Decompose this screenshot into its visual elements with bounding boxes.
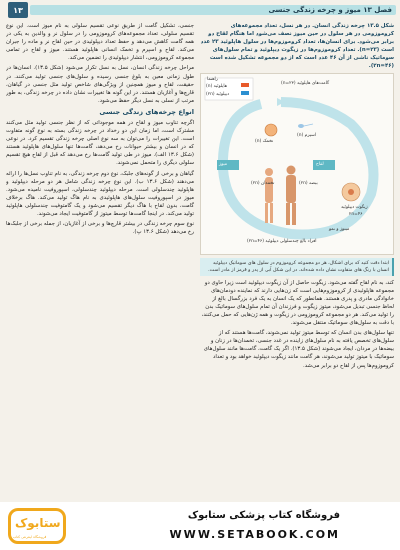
figure-note: ابتدا دقت کنید که برای اشکال، هر دو مجموعه کروموزوم در سلول های سوماتیک دیپلوئید انسان با رنگ های متفاوت نشان داده شده‌اند. در این شکل آبی از پدر و قرمز از مادر است.: [200, 258, 394, 276]
page-header: [8, 2, 396, 18]
egg-cell: [265, 124, 277, 136]
haploid-swatch: [241, 83, 249, 87]
zygote-nucleus: [348, 189, 354, 195]
zygote-label: زیگوت دیپلوئید: [341, 204, 368, 210]
section-heading: انواع چرخه‌های زندگی جنسی: [99, 107, 194, 116]
logo-text: ستابوک: [15, 516, 61, 530]
fertilization-label: لقاح: [316, 161, 324, 167]
sperm-label: اسپرم (n): [297, 132, 316, 138]
adult-figures: [265, 165, 296, 225]
store-url[interactable]: WWW.SETABOOK.COM: [169, 528, 340, 541]
sperm-tail: [304, 124, 313, 126]
sperm-cell: [298, 124, 304, 128]
human-life-cycle-figure: [200, 73, 394, 255]
meiosis-label: میوز: [219, 161, 228, 167]
paragraph: مراحل چرخه زندگی انسان، نسل به نسل تکرار می‌شود (شکل ۱۳.۵). انسان‌ها در طول زمانی معین به بلوغ جنسی رسیده و سلول‌های جنسی تولید می‌کنند. در حقیقت، لقاح و میوز همچنین از ویژگی‌های شاخص تولید مثل جنسی در گیاهان، قارچ‌ها و آغازیان هستند. در این گونه ها تغییرات نشان داده در چرخه زندگی، به طور مرتب از نسلی به نسل دیگر حفظ می‌شود.: [6, 65, 194, 104]
chapter-title: فصل ۱۳ میوز و چرخه زندگی جنسی: [268, 6, 392, 14]
paragraph: نوع سوم چرخه زندگی در بیشتر قارچ‌ها و برخی از آغازیان، از جمله برخی از جلبک‌ها رخ می‌دهد (شکل ۱۳.۶ پ).: [6, 221, 194, 236]
haploid-key-label: گامت‌های هاپلوئید (n=۲۳): [281, 80, 330, 86]
adults-label: افراد بالغ چندسلولی دیپلوئید (۲n=۴۶): [247, 238, 317, 244]
store-title: فروشگاه کتاب پزشکی ستابوک: [187, 510, 340, 521]
left-text-column: [6, 22, 194, 500]
mitosis-label: میتوز و نمو: [329, 226, 350, 232]
paragraph: کند، به نام لقاح گفته می‌شود. زیگوت حاصل از آن زیگوت دیپلوئید است زیرا حاوی دو مجموعه هاپلوئیدی از کروموزوم‌هایی است که زن‌هایی دارند که نماینده دودمان‌های خانوادگی مادری و پدری هستند. همانطور که یک انسان به یک فرد بزرگسال بالغ از لحاظ جنسی تبدیل می‌شود، میتوز زیگوت و فرزندان آن تمام سلول‌های سوماتیک بدن را تولید می‌کند. هر دو مجموعه کروموزومی در زیگوت و همه ژن‌هایی که حمل می‌کنند، با دقت به سلول‌های سوماتیک منتقل می‌شوند.: [201, 279, 394, 327]
setabook-logo[interactable]: [8, 508, 66, 544]
diploid-swatch: [241, 91, 249, 95]
haploid-label: هاپلوئید (n): [206, 83, 228, 89]
paragraph: گیاهان و برخی از گونه‌های جلبک، نوع دوم چرخه زندگی، به نام تناوب نسل‌ها را ارائه می‌دهند (شکل ۱۳.۶ ب). این نوع چرخه زندگی شامل هر دو مرحله دیپلوئید و هاپلوئید چندسلولی است. مرحله دیپلوئید چندسلولی، اسپوروفیت نامیده می‌شود. میوز در اسپوروفیت سلول‌های هاپلوئیدی به نام هاگ تولید می‌کند. هاگ برخلاف گامت، بدون لقاح با هاگ دیگر تقسیم می‌شود و یک گامتوفیت چندسلولی هاپلوئید تولید می‌کند. در اینجا گامت‌ها توسط میتوز از گامتوفیت ایجاد می‌شوند.: [6, 170, 194, 217]
zygote-count-label: ۲n=۴۶: [349, 211, 363, 217]
key-label: راهنما: [207, 76, 218, 82]
testis-label: بیضه (۲n): [299, 180, 318, 186]
egg-label: تخمک (n): [255, 138, 274, 144]
figure-caption: شکل ۱۳.۵ چرخه زندگی انسان. در هر نسل، تعداد مجموعه‌های کروموزومی در هر سلول در حین میوز نصف می‌شود اما هنگام لقاح دو برابر می‌شود. برای انسان‌ها، تعداد کروموزوم‌ها در سلول هاپلوئید ۲۳ عدد است (n=۲۳). تعداد کروموزوم‌ها در زیگوت دیپلوئید و تمام سلول‌های سوماتیک ناشی از آن ۴۶ عدد است که از دو مجموعه تشکیل شده است (۲n=۴۶).: [200, 23, 394, 70]
right-text-column: [200, 22, 394, 500]
paragraph: اگرچه تناوب میوز و لقاح در همه موجوداتی که از نظر جنسی تولید مثل می‌کنند مشترک است، اما زمان این دو رخداد در چرخه زندگی بسته به نوع گونه متفاوت است. این تغییرات را می‌توان به سه نوع اصلی چرخه زندگی تقسیم کرد. در نوعی که در انسان و بیشتر حیوانات رخ می‌دهد، گامت‌ها تنها سلول‌های هاپلوئید هستند (شکل ۱۳.۶ الف). میوز در طی تولید گامت‌ها رخ می‌دهد که قبل از لقاح هیچ تقسیم سلولی دیگری را متحمل نمی‌شوند.: [6, 119, 194, 167]
paragraph: تنها سلول‌های بدن انسان که توسط میتوز تولید نمی‌شوند، گامت‌ها هستند که از سلول‌های تخصص یافته به نام سلول‌های زاینده در غدد جنسی، تخمدان‌ها در زنان و بیضه‌ها در مردان، ایجاد می‌شوند (شکل ۱۳.۵). اگر یک گامت، گامت‌ها مانند سلول‌های سوماتیک با میتوز تولید می‌شوند، هر گامت مانند زیگوت دیپلوئید خواهد بود و تعداد کروموزوم‌ها پس از لقاح دو برابر می‌شد.: [203, 330, 394, 369]
page-number: ۱۳: [8, 2, 28, 18]
paragraph: جنسی، تشکیل گامت از طریق نوعی تقسیم سلولی به نام میوز است. این نوع تقسیم سلولی، تعداد مجموعه‌های کروموزومی را در سلول نر و والدین به یکی در همه گامت کاهش می‌دهد و حفظ تعداد دیپلوئیدی در حین لقاح نر و ماده را جبران می‌کند. لقاح و اسپرم و تخمک انسانی هاپلوئید هستند. میوز و لقاح در تمامی مجموعه کروموزومی، انتشار دیپلوئیدی را تضمین می‌کند.: [6, 23, 194, 62]
life-cycle-diagram: [201, 74, 394, 256]
ovary-label: تخمدان (۲n): [251, 180, 275, 186]
logo-subtitle: فروشگاه اینترنتی کتاب: [13, 535, 47, 539]
diploid-label: دیپلوئید (۲n): [206, 91, 230, 97]
watermark-footer: [0, 502, 400, 550]
